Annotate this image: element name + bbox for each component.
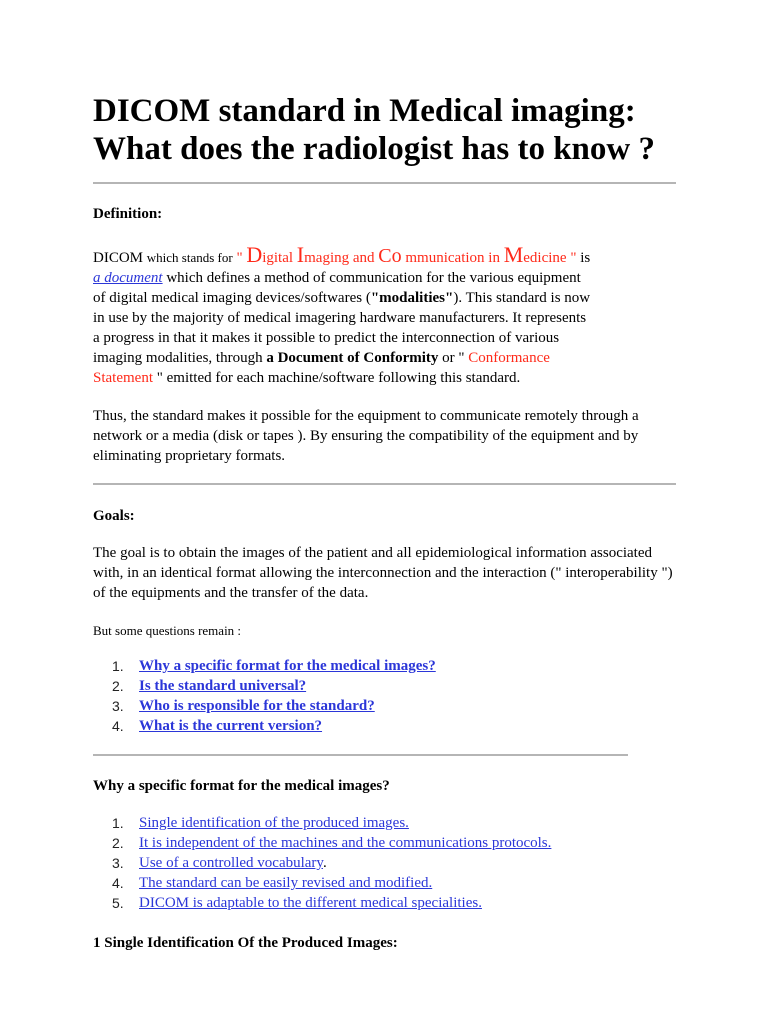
goals-paragraph: The goal is to obtain the images of the patient and all epidemiological information associated with, in an identical format allowing the interconnection and the interaction (" interoperability ") of the equipments and the transfer of the data.	[93, 545, 673, 601]
list-item: 3. Who is responsible for the standard?	[112, 698, 375, 714]
question-link-universal[interactable]: Is the standard universal?	[139, 678, 307, 694]
questions-remain-text: But some questions remain :	[93, 623, 242, 638]
why-link-independent[interactable]: It is independent of the machines and the communications protocols.	[139, 835, 552, 851]
divider-2	[93, 483, 676, 485]
section1-heading: 1 Single Identification Of the Produced Images:	[93, 935, 398, 951]
page-title	[93, 92, 693, 168]
why-heading: Why a specific format for the medical images?	[93, 778, 390, 794]
definition-heading: Definition:	[93, 206, 163, 222]
why-list	[93, 813, 693, 913]
list-item: 2. It is independent of the machines and the communications protocols.	[112, 835, 552, 851]
a-document-link[interactable]: a document	[93, 270, 163, 286]
why-link-adaptable[interactable]: DICOM is adaptable to the different medical specialities.	[139, 895, 482, 911]
question-link-responsible[interactable]: Who is responsible for the standard?	[139, 698, 375, 714]
definition-paragraph-2: Thus, the standard makes it possible for the equipment to communicate remotely through a network or a media (disk or tapes ). By ensuring the compatibility of the equipment and by eliminating proprietary formats.	[93, 408, 639, 464]
divider-3	[93, 754, 628, 756]
list-item: 4. The standard can be easily revised and modified.	[112, 875, 433, 891]
why-link-controlled-vocabulary[interactable]: Use of a controlled vocabulary	[139, 855, 323, 871]
questions-list	[93, 656, 653, 736]
list-item: 2. Is the standard universal?	[112, 678, 307, 694]
title-line-2: What does the radiologist has to know ?	[93, 131, 655, 167]
divider-1	[93, 182, 676, 184]
list-item: 1. Single identification of the produced images.	[112, 815, 409, 831]
title-line-1: DICOM standard in Medical imaging:	[93, 93, 636, 129]
question-link-current-version[interactable]: What is the current version?	[139, 718, 323, 734]
goals-heading: Goals:	[93, 508, 135, 524]
list-item: 3. Use of a controlled vocabulary.	[112, 855, 327, 871]
list-item: 1. Why a specific format for the medical images?	[112, 658, 436, 674]
question-link-specific-format[interactable]: Why a specific format for the medical images?	[139, 658, 436, 674]
list-item: 5. DICOM is adaptable to the different medical specialities.	[112, 895, 482, 911]
list-item: 4. What is the current version?	[112, 718, 323, 734]
definition-paragraph-1: DICOM which stands for " Digital Imaging and Co mmunication in Medicine " is a document which defines a method of communication for the various equipment of digital medical imaging devices/softwares ("modalities"). This standard is now in use by the majority of medical imagering hardware manufacturers. It represents a progress in that it makes it possible to predict the interconnection of various imaging modalities, through a Document of Conformity or " Conformance Statement " emitted for each machine/software following this standard.	[93, 242, 591, 386]
why-link-single-identification[interactable]: Single identification of the produced images.	[139, 815, 409, 831]
why-link-revised[interactable]: The standard can be easily revised and modified.	[139, 875, 433, 891]
